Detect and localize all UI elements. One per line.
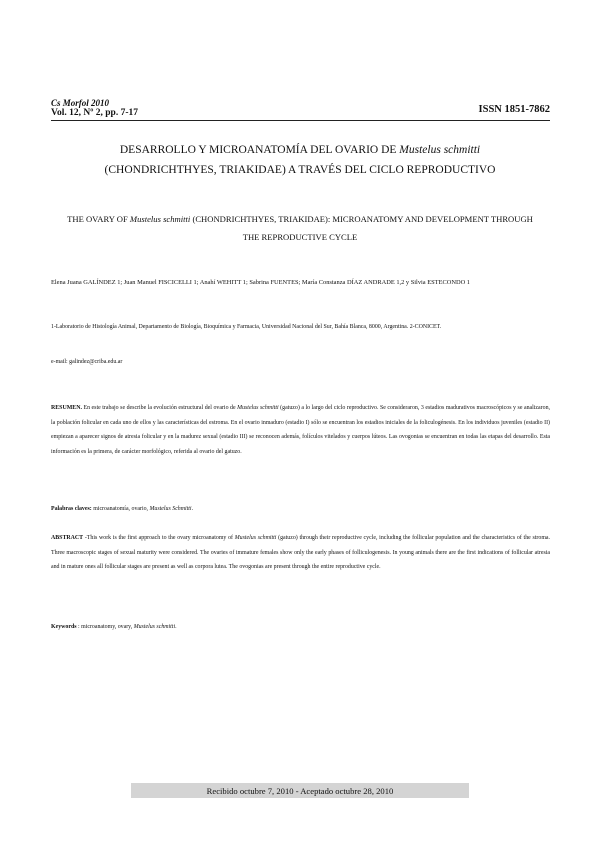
- keywords-line: [51, 620, 550, 635]
- abstract-paragraph: [51, 531, 550, 575]
- received-accepted-banner: [131, 783, 469, 798]
- keywords-species: Mustelus schmitti: [133, 624, 176, 630]
- volume-info: Vol. 12, Nº 2, pp. 7-17: [51, 108, 138, 118]
- issn: ISSN 1851-7862: [478, 104, 550, 115]
- keywords-label: Keywords: [51, 624, 77, 630]
- abstract-species: Mustelus schmitti: [234, 535, 277, 541]
- english-title: [60, 210, 540, 246]
- keywords-end: .: [175, 624, 177, 630]
- keywords-text: : microanatomy, ovary,: [76, 624, 134, 630]
- resumen-text-1: En este trabajo se describe la evolución estructural del ovario de: [81, 405, 238, 411]
- abstract-text-2: (gatuzo) through their reproductive cycle, including the follicular population and the characteristics of the stroma. Three macroscopic stages of sexual maturity were considered. The ovaries of immature females show only the early phases of folliculogenesis. In young animals there are the first indications of follicular atresia and in mature ones all follicular stages are present as well as corpora lutea. The ovogonias are present through the entire reproductive cycle.: [51, 535, 550, 571]
- abstract-label: ABSTRACT: [51, 535, 84, 541]
- palabras-label: Palabras claves:: [51, 506, 92, 512]
- author-list: Elena Juana GALÍNDEZ 1; Juan Manuel FISCICELLI 1; Anahí WEHITT 1; Sabrina FUENTES; María Constanza DÍAZ ANDRADE 1,2 y Silvia ESTECONDO 1: [51, 279, 471, 286]
- english-title-species: Mustelus schmitti: [129, 214, 191, 224]
- spanish-title-prefix: DESARROLLO Y MICROANATOMÍA DEL OVARIO DE: [119, 144, 400, 156]
- resumen-label: RESUMEN.: [51, 405, 82, 411]
- received-accepted-text: Recibido octubre 7, 2010 - Aceptado octubre 28, 2010: [206, 785, 394, 796]
- affiliation: 1-Laboratorio de Histología Animal, Departamento de Biología, Bioquímica y Farmacia, Universidad Nacional del Sur, Bahía Blanca, 8000, Argentina. 2-CONICET.: [51, 324, 442, 330]
- english-title-prefix: THE OVARY OF: [67, 214, 130, 224]
- palabras-species: Mustelus Schmitti: [149, 506, 192, 512]
- palabras-claves: [51, 502, 550, 517]
- header-rule: [51, 120, 550, 121]
- abstract-text-1: -This work is the first approach to the ovary microanatomy of: [83, 535, 235, 541]
- palabras-text: microanatomía, ovario,: [91, 506, 150, 512]
- spanish-title: [60, 140, 540, 180]
- resumen-text-2: (gatuzo) a lo largo del ciclo reproductivo. Se consideraron, 3 estadios madurativos macroscópicos y se analizaron, la población folicular en cada uno de ellos y las características del estroma. En el ovario inmaduro (estadio I) sólo se encuentran los estadios iniciales de la foliculogénesis. En los individuos juveniles (estadio II) empiezan a aparecer signos de atresia folicular y en la madurez sexual (estadio III) se reconocen además, folículos vitelados y cuerpos lúteos. Las ovogonias se encuentran en todas las etapas del desarrollo. Esta información es la primera, de carácter morfológico, referida al ovario del gatuzo.: [51, 405, 550, 455]
- spanish-title-line2: (CHONDRICHTHYES, TRIAKIDAE) A TRAVÉS DEL CICLO REPRODUCTIVO: [104, 164, 496, 176]
- english-title-suffix: (CHONDRICHTHYES, TRIAKIDAE): MICROANATOMY AND DEVELOPMENT THROUGH THE REPRODUCTIVE CYCLE: [190, 214, 533, 242]
- contact-email: e-mail: galindez@criba.edu.ar: [51, 359, 123, 365]
- palabras-end: .: [191, 506, 194, 512]
- resumen-paragraph: [51, 401, 550, 459]
- spanish-title-species: Mustelus schmitti: [399, 144, 481, 156]
- resumen-species: Mustelus schmitti: [237, 405, 279, 411]
- journal-name: Cs Morfol 2010: [51, 98, 110, 108]
